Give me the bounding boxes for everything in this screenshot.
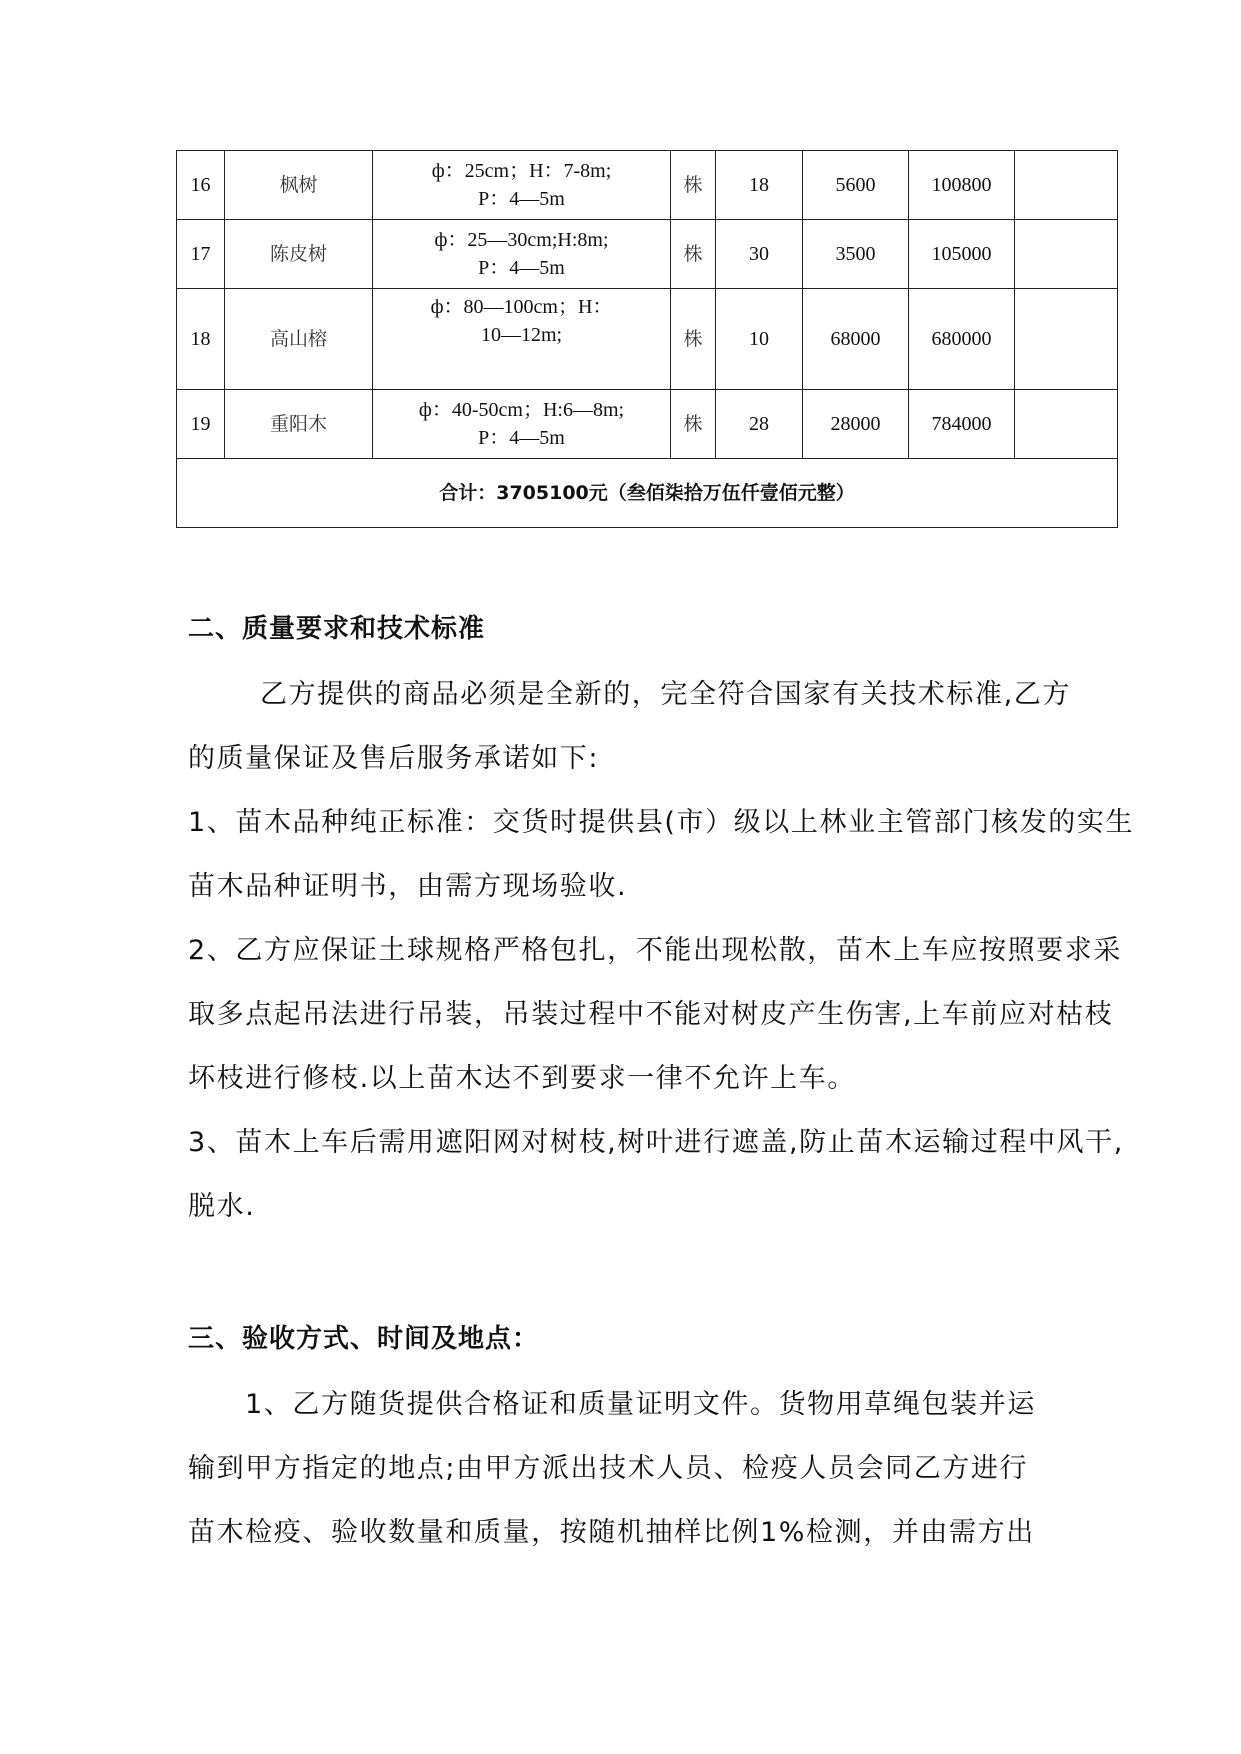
section-title-acceptance: 三、验收方式、时间及地点： bbox=[188, 1324, 540, 1354]
total-amount: 合计：3705100元（叁佰柒拾万伍仟壹佰元整） bbox=[177, 459, 1118, 528]
plant-spec: ф：40-50cm；H:6—8m; P：4—5m bbox=[373, 390, 671, 459]
unit: 株 bbox=[671, 390, 716, 459]
plant-price-table bbox=[176, 150, 1118, 528]
note bbox=[1015, 220, 1118, 289]
paragraph-line: 乙方提供的商品必须是全新的，完全符合国家有关技术标准,乙方 bbox=[260, 679, 1071, 710]
unit: 株 bbox=[671, 289, 716, 390]
quantity: 30 bbox=[716, 220, 803, 289]
paragraph-line: 1、乙方随货提供合格证和质量证明文件。货物用草绳包装并运 bbox=[245, 1389, 1036, 1420]
paragraph-line: 脱水. bbox=[188, 1191, 256, 1222]
plant-name: 陈皮树 bbox=[225, 220, 373, 289]
row-number: 17 bbox=[177, 220, 225, 289]
unit-price: 5600 bbox=[803, 151, 909, 220]
table-total-row bbox=[177, 459, 1118, 528]
paragraph-line: 苗木检疫、验收数量和质量，按随机抽样比例1%检测，并由需方出 bbox=[188, 1517, 1035, 1548]
unit-price: 3500 bbox=[803, 220, 909, 289]
quantity: 10 bbox=[716, 289, 803, 390]
table-row bbox=[177, 151, 1118, 220]
unit-price: 28000 bbox=[803, 390, 909, 459]
table-row bbox=[177, 289, 1118, 390]
paragraph-line: 输到甲方指定的地点;由甲方派出技术人员、检疫人员会同乙方进行 bbox=[188, 1453, 1029, 1484]
plant-name: 重阳木 bbox=[225, 390, 373, 459]
note bbox=[1015, 151, 1118, 220]
note bbox=[1015, 390, 1118, 459]
plant-spec: ф：25—30cm;H:8m; P：4—5m bbox=[373, 220, 671, 289]
amount: 784000 bbox=[909, 390, 1015, 459]
plant-spec: ф：80—100cm；H： 10—12m; bbox=[373, 289, 671, 390]
plant-name: 枫树 bbox=[225, 151, 373, 220]
paragraph-line: 取多点起吊法进行吊装，吊装过程中不能对树皮产生伤害,上车前应对枯枝 bbox=[188, 999, 1114, 1030]
note bbox=[1015, 289, 1118, 390]
unit: 株 bbox=[671, 220, 716, 289]
amount: 105000 bbox=[909, 220, 1015, 289]
table-row bbox=[177, 390, 1118, 459]
row-number: 18 bbox=[177, 289, 225, 390]
unit: 株 bbox=[671, 151, 716, 220]
quantity: 28 bbox=[716, 390, 803, 459]
plant-name: 高山榕 bbox=[225, 289, 373, 390]
row-number: 19 bbox=[177, 390, 225, 459]
paragraph-line: 2、乙方应保证土球规格严格包扎，不能出现松散，苗木上车应按照要求采 bbox=[188, 935, 1122, 966]
paragraph-line: 的质量保证及售后服务承诺如下: bbox=[188, 743, 600, 774]
quantity: 18 bbox=[716, 151, 803, 220]
row-number: 16 bbox=[177, 151, 225, 220]
paragraph-line: 苗木品种证明书，由需方现场验收. bbox=[188, 871, 628, 902]
plant-spec: ф：25cm；H：7-8m; P：4—5m bbox=[373, 151, 671, 220]
amount: 680000 bbox=[909, 289, 1015, 390]
unit-price: 68000 bbox=[803, 289, 909, 390]
paragraph-line: 坏枝进行修枝.以上苗木达不到要求一律不允许上车。 bbox=[188, 1063, 856, 1094]
table-row bbox=[177, 220, 1118, 289]
amount: 100800 bbox=[909, 151, 1015, 220]
paragraph-line: 1、苗木品种纯正标准：交货时提供县(市）级以上林业主管部门核发的实生 bbox=[188, 807, 1135, 838]
paragraph-line: 3、苗木上车后需用遮阳网对树枝,树叶进行遮盖,防止苗木运输过程中风干, bbox=[188, 1127, 1124, 1158]
section-title-quality: 二、质量要求和技术标准 bbox=[188, 614, 486, 644]
